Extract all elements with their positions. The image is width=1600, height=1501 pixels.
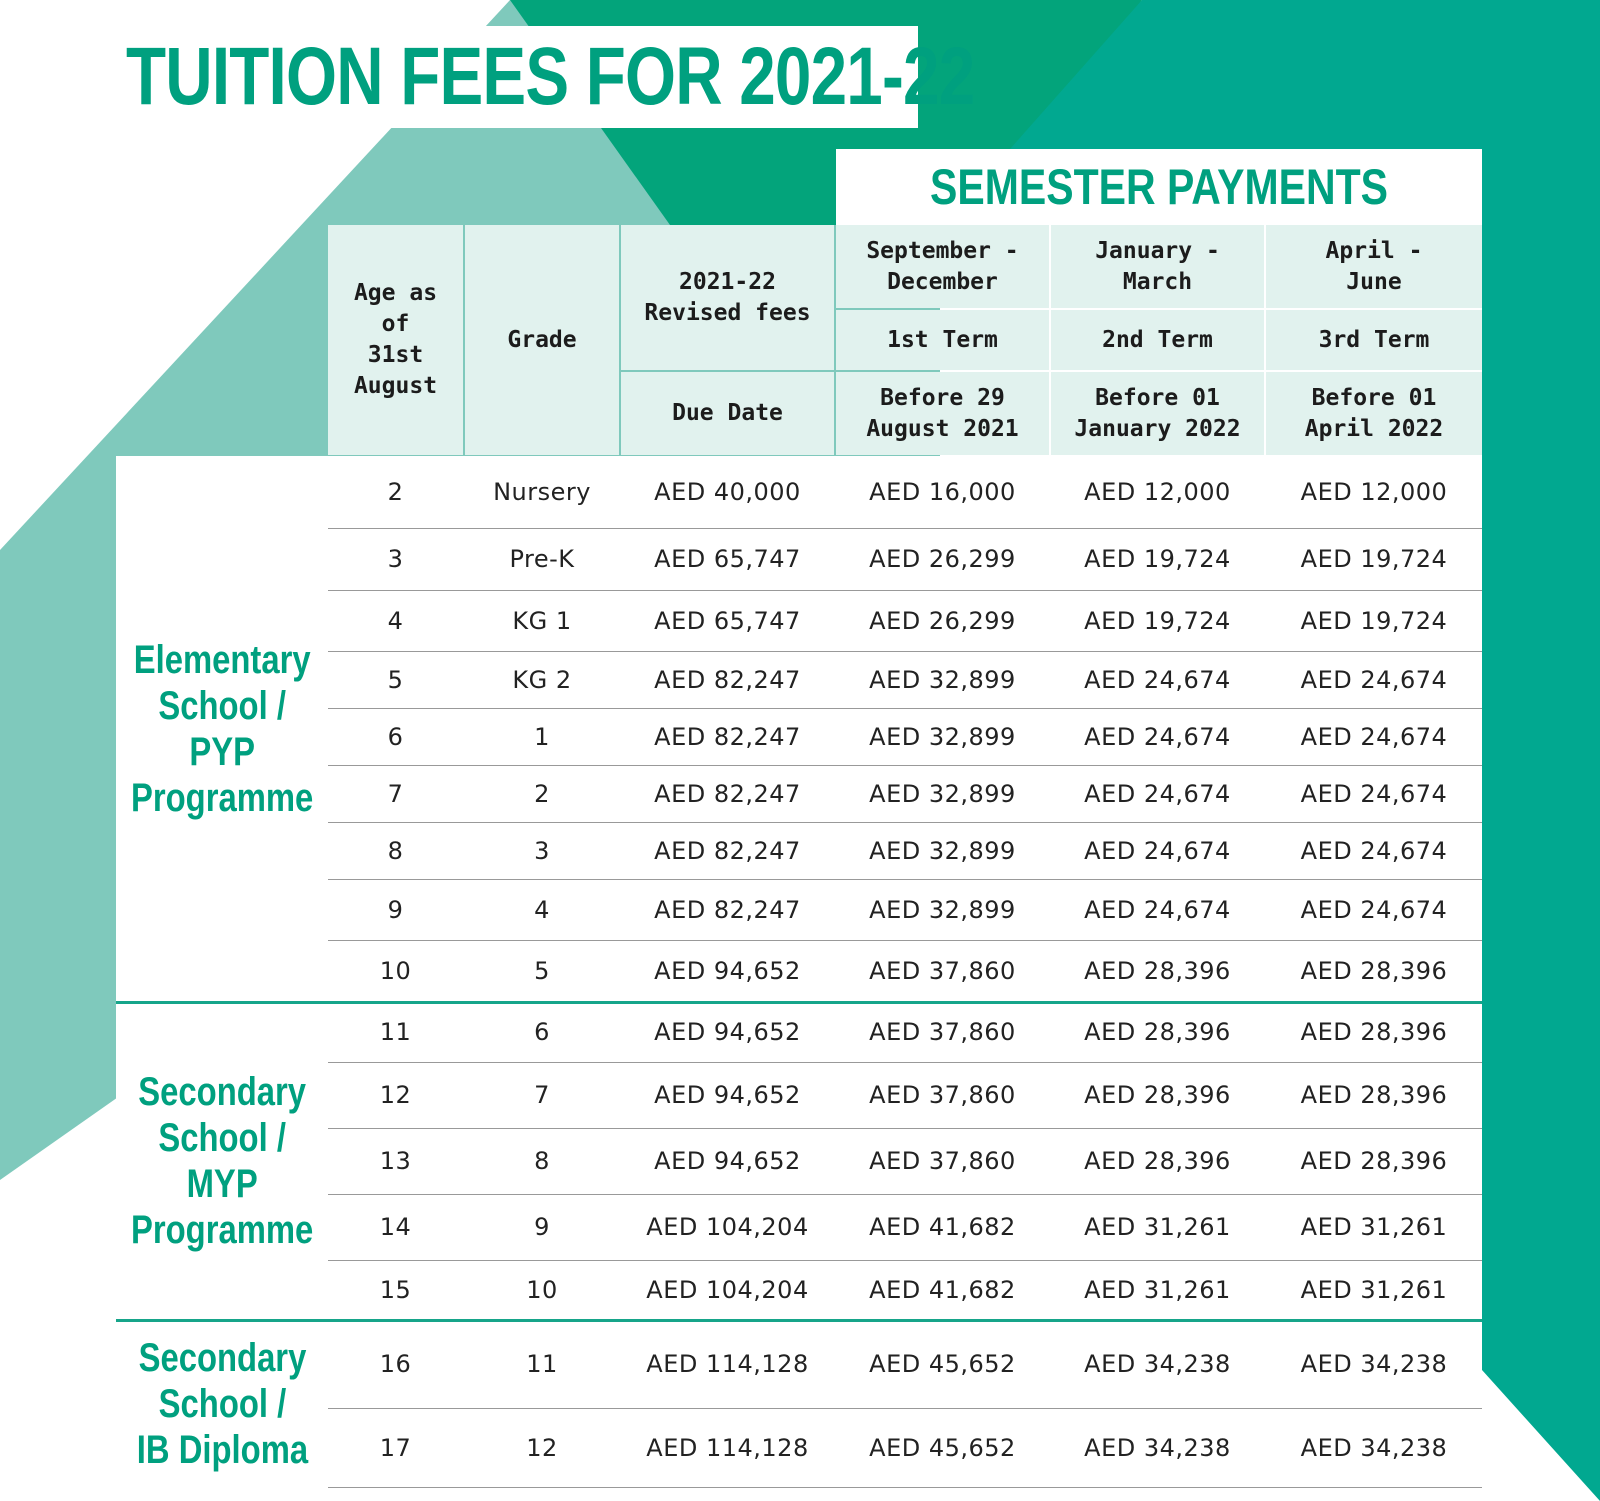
header-age: Age as of 31st August bbox=[328, 225, 463, 455]
annual-fee-cell: AED 94,652 bbox=[654, 957, 801, 985]
age-cell: 11 bbox=[379, 1018, 412, 1046]
age-cell: 16 bbox=[379, 1350, 412, 1378]
header-term-1: 1st Term bbox=[836, 310, 1049, 370]
annual-fee-cell: AED 82,247 bbox=[654, 722, 801, 751]
term2-fee-cell: AED 34,238 bbox=[1084, 1433, 1231, 1462]
term3-fee-cell: AED 28,396 bbox=[1300, 1147, 1448, 1175]
grade-cell: 12 bbox=[526, 1433, 558, 1462]
term1-fee-cell: AED 45,652 bbox=[869, 1350, 1016, 1378]
term3-fee-cell: AED 28,396 bbox=[1300, 1081, 1448, 1109]
header-due-3: Before 01 April 2022 bbox=[1266, 372, 1482, 455]
grade-cell: Pre-K bbox=[509, 545, 575, 573]
row-divider bbox=[328, 1487, 1482, 1488]
annual-fee-cell: AED 40,000 bbox=[654, 478, 801, 506]
section-label bbox=[116, 456, 328, 1002]
annual-fee-cell: AED 114,128 bbox=[646, 1433, 809, 1462]
term1-fee-cell: AED 37,860 bbox=[869, 957, 1016, 985]
age-cell: 13 bbox=[379, 1147, 412, 1175]
term3-fee-cell: AED 28,396 bbox=[1300, 957, 1448, 985]
term3-fee-cell: AED 19,724 bbox=[1300, 545, 1448, 573]
term2-fee-cell: AED 28,396 bbox=[1084, 1147, 1231, 1175]
grade-cell: KG 2 bbox=[512, 665, 572, 694]
header-term-2: 2nd Term bbox=[1051, 310, 1264, 370]
annual-fee-cell: AED 65,747 bbox=[654, 606, 801, 635]
term2-fee-cell: AED 24,674 bbox=[1084, 836, 1231, 865]
term1-fee-cell: AED 16,000 bbox=[869, 478, 1016, 506]
term1-fee-cell: AED 32,899 bbox=[869, 779, 1016, 808]
term1-fee-cell: AED 37,860 bbox=[869, 1081, 1016, 1109]
section-label bbox=[116, 1002, 328, 1320]
term1-fee-cell: AED 37,860 bbox=[869, 1147, 1016, 1175]
grade-cell: 4 bbox=[534, 895, 550, 924]
term3-fee-cell: AED 31,261 bbox=[1300, 1213, 1448, 1241]
grade-cell: 9 bbox=[534, 1213, 550, 1241]
term2-fee-cell: AED 28,396 bbox=[1084, 957, 1231, 985]
term3-fee-cell: AED 24,674 bbox=[1300, 665, 1448, 694]
age-cell: 4 bbox=[387, 606, 404, 635]
annual-fee-cell: AED 104,204 bbox=[646, 1276, 809, 1304]
annual-fee-cell: AED 82,247 bbox=[654, 836, 801, 865]
grade-cell: KG 1 bbox=[512, 606, 572, 635]
term3-fee-cell: AED 31,261 bbox=[1300, 1276, 1448, 1304]
term2-fee-cell: AED 24,674 bbox=[1084, 779, 1231, 808]
term2-fee-cell: AED 28,396 bbox=[1084, 1081, 1231, 1109]
semester-payments-title: SEMESTER PAYMENTS bbox=[930, 159, 1388, 215]
grade-cell: 5 bbox=[534, 957, 550, 985]
grade-cell: Nursery bbox=[493, 478, 591, 506]
header-due-1: Before 29 August 2021 bbox=[836, 372, 1049, 455]
term1-fee-cell: AED 32,899 bbox=[869, 722, 1016, 751]
term2-fee-cell: AED 28,396 bbox=[1084, 1018, 1231, 1046]
annual-fee-cell: AED 114,128 bbox=[646, 1350, 809, 1378]
term3-fee-cell: AED 28,396 bbox=[1300, 1018, 1448, 1046]
term3-fee-cell: AED 24,674 bbox=[1300, 779, 1448, 808]
term2-fee-cell: AED 19,724 bbox=[1084, 545, 1231, 573]
annual-fee-cell: AED 104,204 bbox=[646, 1213, 809, 1241]
term2-fee-cell: AED 31,261 bbox=[1084, 1213, 1231, 1241]
term3-fee-cell: AED 34,238 bbox=[1300, 1433, 1448, 1462]
term1-fee-cell: AED 37,860 bbox=[869, 1018, 1016, 1046]
term1-fee-cell: AED 32,899 bbox=[869, 665, 1016, 694]
term2-fee-cell: AED 19,724 bbox=[1084, 606, 1231, 635]
annual-fee-cell: AED 82,247 bbox=[654, 895, 801, 924]
header-period-3: April - June bbox=[1266, 225, 1482, 308]
grade-cell: 7 bbox=[534, 1081, 550, 1109]
term3-fee-cell: AED 24,674 bbox=[1300, 836, 1448, 865]
header-revised-fees: 2021-22 Revised fees bbox=[621, 225, 834, 370]
grade-cell: 6 bbox=[534, 1018, 550, 1046]
section-label-text: Secondary School / IB Diploma bbox=[136, 1335, 308, 1472]
age-cell: 6 bbox=[387, 722, 404, 751]
semester-payments-box bbox=[836, 149, 1482, 225]
grade-cell: 10 bbox=[526, 1276, 558, 1304]
annual-fee-cell: AED 94,652 bbox=[654, 1147, 801, 1175]
header-due-date: Due Date bbox=[621, 372, 834, 455]
section-label-text: Elementary School / PYP Programme bbox=[130, 638, 314, 820]
term3-fee-cell: AED 12,000 bbox=[1300, 478, 1448, 506]
term1-fee-cell: AED 41,682 bbox=[869, 1276, 1016, 1304]
annual-fee-cell: AED 94,652 bbox=[654, 1018, 801, 1046]
term2-fee-cell: AED 12,000 bbox=[1084, 478, 1231, 506]
term2-fee-cell: AED 24,674 bbox=[1084, 665, 1231, 694]
age-cell: 2 bbox=[387, 478, 404, 506]
section-label bbox=[116, 1320, 328, 1487]
term2-fee-cell: AED 24,674 bbox=[1084, 895, 1231, 924]
term2-fee-cell: AED 31,261 bbox=[1084, 1276, 1231, 1304]
term1-fee-cell: AED 32,899 bbox=[869, 895, 1016, 924]
age-cell: 9 bbox=[387, 895, 404, 924]
age-cell: 17 bbox=[379, 1433, 412, 1462]
age-cell: 14 bbox=[379, 1213, 412, 1241]
grade-cell: 8 bbox=[534, 1147, 550, 1175]
term1-fee-cell: AED 26,299 bbox=[869, 545, 1016, 573]
term1-fee-cell: AED 45,652 bbox=[869, 1433, 1016, 1462]
grade-cell: 1 bbox=[534, 722, 550, 751]
header-grade: Grade bbox=[465, 225, 619, 455]
annual-fee-cell: AED 82,247 bbox=[654, 779, 801, 808]
page-title: TUITION FEES FOR 2021-22 bbox=[126, 31, 975, 122]
grade-cell: 11 bbox=[526, 1350, 558, 1378]
header-period-1: September - December bbox=[836, 225, 1049, 308]
term3-fee-cell: AED 34,238 bbox=[1300, 1350, 1448, 1378]
annual-fee-cell: AED 65,747 bbox=[654, 545, 801, 573]
annual-fee-cell: AED 94,652 bbox=[654, 1081, 801, 1109]
term2-fee-cell: AED 24,674 bbox=[1084, 722, 1231, 751]
age-cell: 3 bbox=[387, 545, 404, 573]
age-cell: 15 bbox=[379, 1276, 412, 1304]
term1-fee-cell: AED 26,299 bbox=[869, 606, 1016, 635]
age-cell: 12 bbox=[379, 1081, 412, 1109]
age-cell: 7 bbox=[387, 779, 404, 808]
term3-fee-cell: AED 24,674 bbox=[1300, 722, 1448, 751]
age-cell: 10 bbox=[379, 957, 412, 985]
annual-fee-cell: AED 82,247 bbox=[654, 665, 801, 694]
header-term-3: 3rd Term bbox=[1266, 310, 1482, 370]
section-label-text: Secondary School / MYP Programme bbox=[130, 1070, 314, 1252]
term3-fee-cell: AED 19,724 bbox=[1300, 606, 1448, 635]
term1-fee-cell: AED 41,682 bbox=[869, 1213, 1016, 1241]
title-box bbox=[116, 26, 975, 128]
grade-cell: 3 bbox=[534, 836, 550, 865]
header-due-2: Before 01 January 2022 bbox=[1051, 372, 1264, 455]
term2-fee-cell: AED 34,238 bbox=[1084, 1350, 1231, 1378]
grade-cell: 2 bbox=[534, 779, 550, 808]
term1-fee-cell: AED 32,899 bbox=[869, 836, 1016, 865]
age-cell: 8 bbox=[387, 836, 404, 865]
header-period-2: January - March bbox=[1051, 225, 1264, 308]
term3-fee-cell: AED 24,674 bbox=[1300, 895, 1448, 924]
age-cell: 5 bbox=[387, 665, 404, 694]
